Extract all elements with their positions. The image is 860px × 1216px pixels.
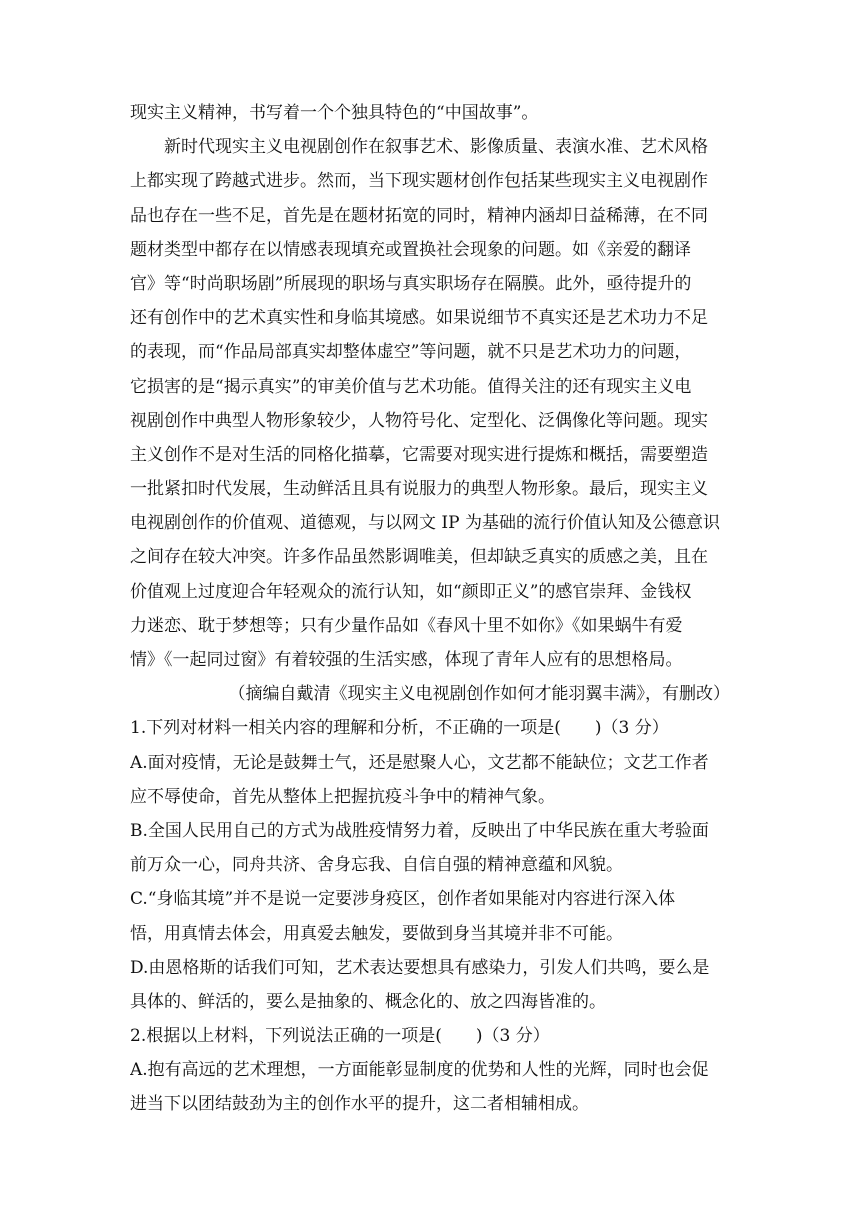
- passage-line: 官》等“时尚职场剧”所展现的职场与真实职场存在隔膜。此外，亟待提升的: [130, 273, 692, 294]
- passage-source: （摘编自戴清《现实主义电视剧创作如何才能羽翼丰满》，有删改）: [228, 684, 730, 705]
- passage-line: 视剧创作中典型人物形象较少，人物符号化、定型化、泛偶像化等问题。现实: [130, 410, 708, 431]
- option-c-line: 悟，用真情去体会，用真爱去触发，要做到身当其境并非不可能。: [130, 923, 623, 944]
- option-d-line: 具体的、鲜活的，要么是抽象的、概念化的、放之四海皆准的。: [130, 991, 606, 1012]
- passage-line: 现实主义精神，书写着一个个独具特色的“中国故事”。: [130, 103, 539, 123]
- option-a-line: 应不辱使命，首先从整体上把握抗疫斗争中的精神气象。: [130, 786, 555, 807]
- passage-line: 还有创作中的艺术真实性和身临其境感。如果说细节不真实还是艺术功力不足: [130, 308, 708, 329]
- question-2: [130, 1019, 730, 1122]
- option-b-line: B.全国人民用自己的方式为战胜疫情努力着，反映出了中华民族在重大考验面: [130, 820, 709, 841]
- option-a-line: A.面对疫情，无论是鼓舞士气，还是慰聚人心，文艺都不能缺位；文艺工作者: [130, 752, 709, 773]
- passage-line: 的表现，而“作品局部真实却整体虚空”等问题，就不只是艺术功力的问题，: [130, 342, 692, 363]
- option-d-line: D.由恩格斯的话我们可知，艺术表达要想具有感染力，引发人们共鸣，要么是: [130, 957, 710, 978]
- passage-line: 力迷恋、耽于梦想等；只有少量作品如《春风十里不如你》《如果蜗牛有爱: [130, 615, 683, 636]
- passage-line: 一批紧扣时代发展，生动鲜活且具有说服力的典型人物形象。最后，现实主义: [130, 479, 708, 500]
- passage-line: 题材类型中都存在以情感表现填充或置换社会现象的问题。如《亲爱的翻译: [130, 239, 691, 260]
- passage-line: 电视剧创作的价值观、道德观，与以网文 IP 为基础的流行价值认知及公德意识: [130, 513, 720, 534]
- passage-line: 新时代现实主义电视剧创作在叙事艺术、影像质量、表演水准、艺术风格: [164, 137, 708, 158]
- option-c-line: C.“身临其境”并不是说一定要涉身疫区，创作者如果能对内容进行深入体: [130, 889, 676, 910]
- option-b-line: 前万众一心，同舟共济、舍身忘我、自信自强的精神意蕴和风貌。: [130, 855, 623, 876]
- question-stem: 2.根据以上材料，下列说法正确的一项是( )（3 分）: [130, 1026, 550, 1047]
- passage-line: 上都实现了跨越式进步。然而，当下现实题材创作包括某些现实主义电视剧作: [130, 171, 708, 192]
- option-a-line: 进当下以团结鼓劲为主的创作水平的提升，这二者相辅相成。: [130, 1094, 589, 1115]
- passage-line: 情》《一起同过窗》有着较强的生活实感，体现了青年人应有的思想格局。: [130, 650, 683, 670]
- passage-line: 它损害的是“揭示真实”的审美价值与艺术功能。值得关注的还有现实主义电: [130, 376, 692, 397]
- passage-line: 之间存在较大冲突。许多作品虽然影调唯美，但却缺乏真实的质感之美，且在: [130, 547, 708, 568]
- document-page: [130, 96, 730, 1122]
- question-1: [130, 711, 730, 1019]
- passage-line: 价值观上过度迎合年轻观众的流行认知，如“颜即正义”的感官崇拜、金钱权: [130, 581, 692, 602]
- option-a-line: A.抱有高远的艺术理想，一方面能彰显制度的优势和人性的光辉，同时也会促: [130, 1060, 709, 1081]
- passage-line: 主义创作不是对生活的同格化描摹，它需要对现实进行提炼和概括，需要塑造: [130, 444, 708, 465]
- passage-line: 品也存在一些不足，首先是在题材拓宽的同时，精神内涵却日益稀薄，在不同: [130, 205, 708, 226]
- question-stem: 1.下列对材料一相关内容的理解和分析，不正确的一项是( )（3 分）: [130, 718, 669, 739]
